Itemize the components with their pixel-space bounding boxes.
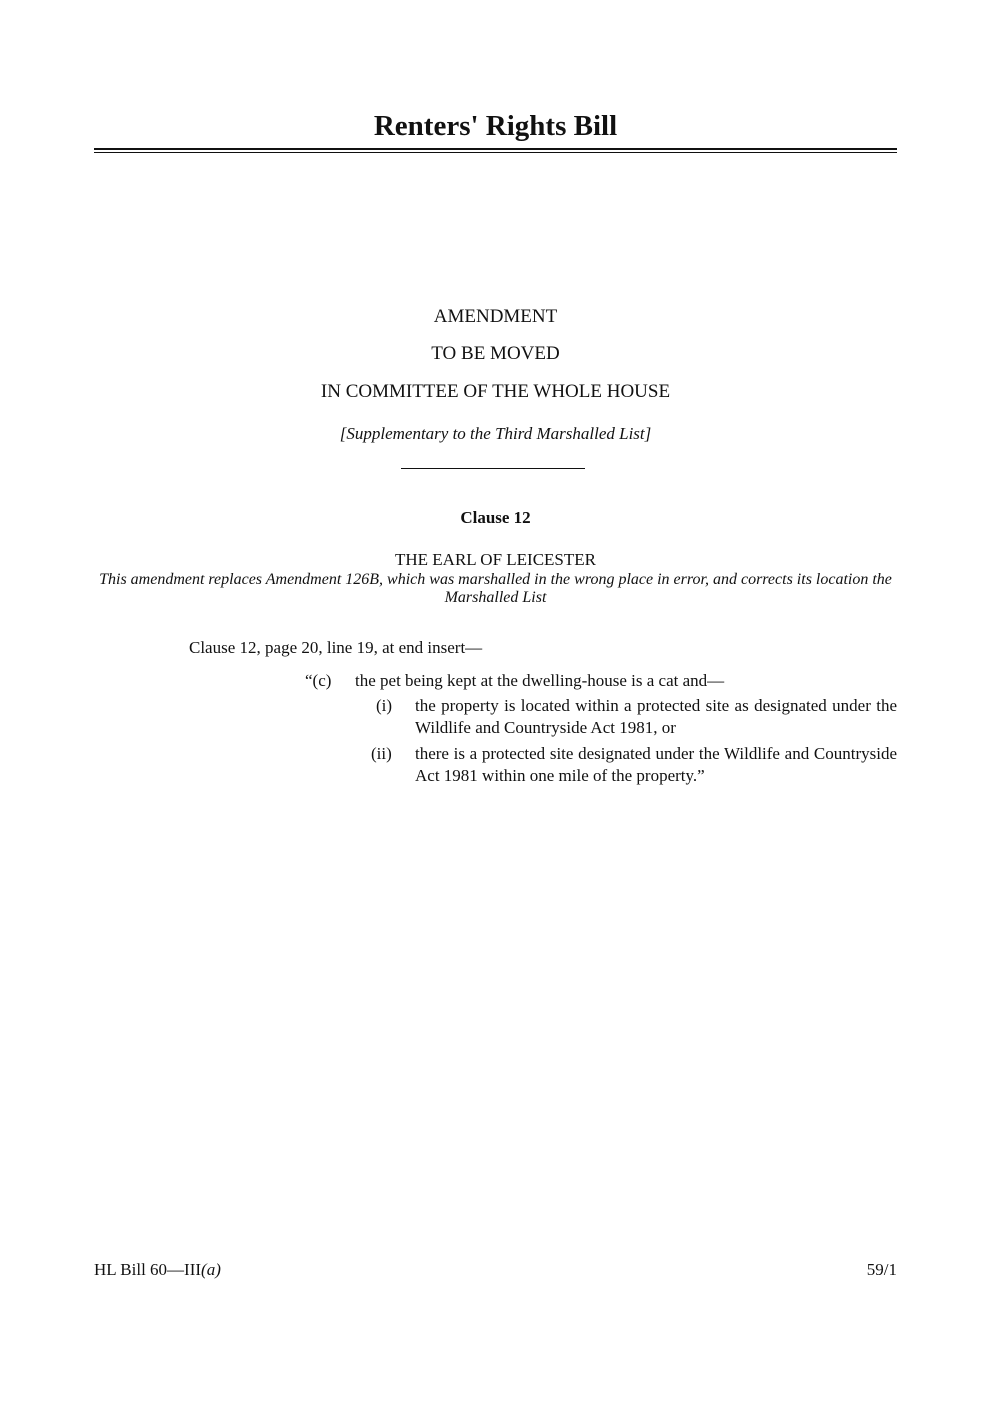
- heading-committee: IN COMMITTEE OF THE WHOLE HOUSE: [320, 381, 671, 402]
- subparagraph-i-text: the property is located within a protected site as designated under the Wildlife and Countryside Act 1981, or: [415, 696, 897, 737]
- footer-bill-prefix: HL Bill 60—III: [94, 1260, 202, 1279]
- footer-bill-suffix: (a): [201, 1260, 221, 1279]
- mover-name: THE EARL OF LEICESTER: [395, 550, 596, 569]
- heading-to-be-moved: TO BE MOVED: [431, 343, 560, 364]
- heading-amendment: AMENDMENT: [433, 306, 558, 327]
- document-title: Renters' Rights Bill: [373, 110, 618, 142]
- section-divider: [401, 468, 585, 469]
- subparagraph-i-label: (i): [376, 696, 393, 715]
- subparagraph-ii-text: there is a protected site designated under the Wildlife and Countryside Act 1981 within one mile of the property.”: [415, 744, 897, 785]
- subparagraph-ii-label: (ii): [371, 744, 392, 763]
- footer-bill-number: [94, 1259, 221, 1281]
- explanatory-note: This amendment replaces Amendment 126B, which was marshalled in the wrong place in error, and corrects its location the Marshalled List: [99, 571, 892, 606]
- paragraph-c-text: the pet being kept at the dwelling-house is a cat and—: [355, 671, 725, 690]
- amendment-instruction: Clause 12, page 20, line 19, at end insert—: [189, 638, 483, 657]
- title-rule-thick: [94, 148, 897, 150]
- footer-page-reference: 59/1: [866, 1260, 897, 1279]
- clause-heading: Clause 12: [460, 508, 531, 527]
- paragraph-c-label: “(c): [305, 671, 332, 690]
- heading-supplementary: [Supplementary to the Third Marshalled List]: [339, 424, 652, 443]
- title-rule-thin: [94, 152, 897, 153]
